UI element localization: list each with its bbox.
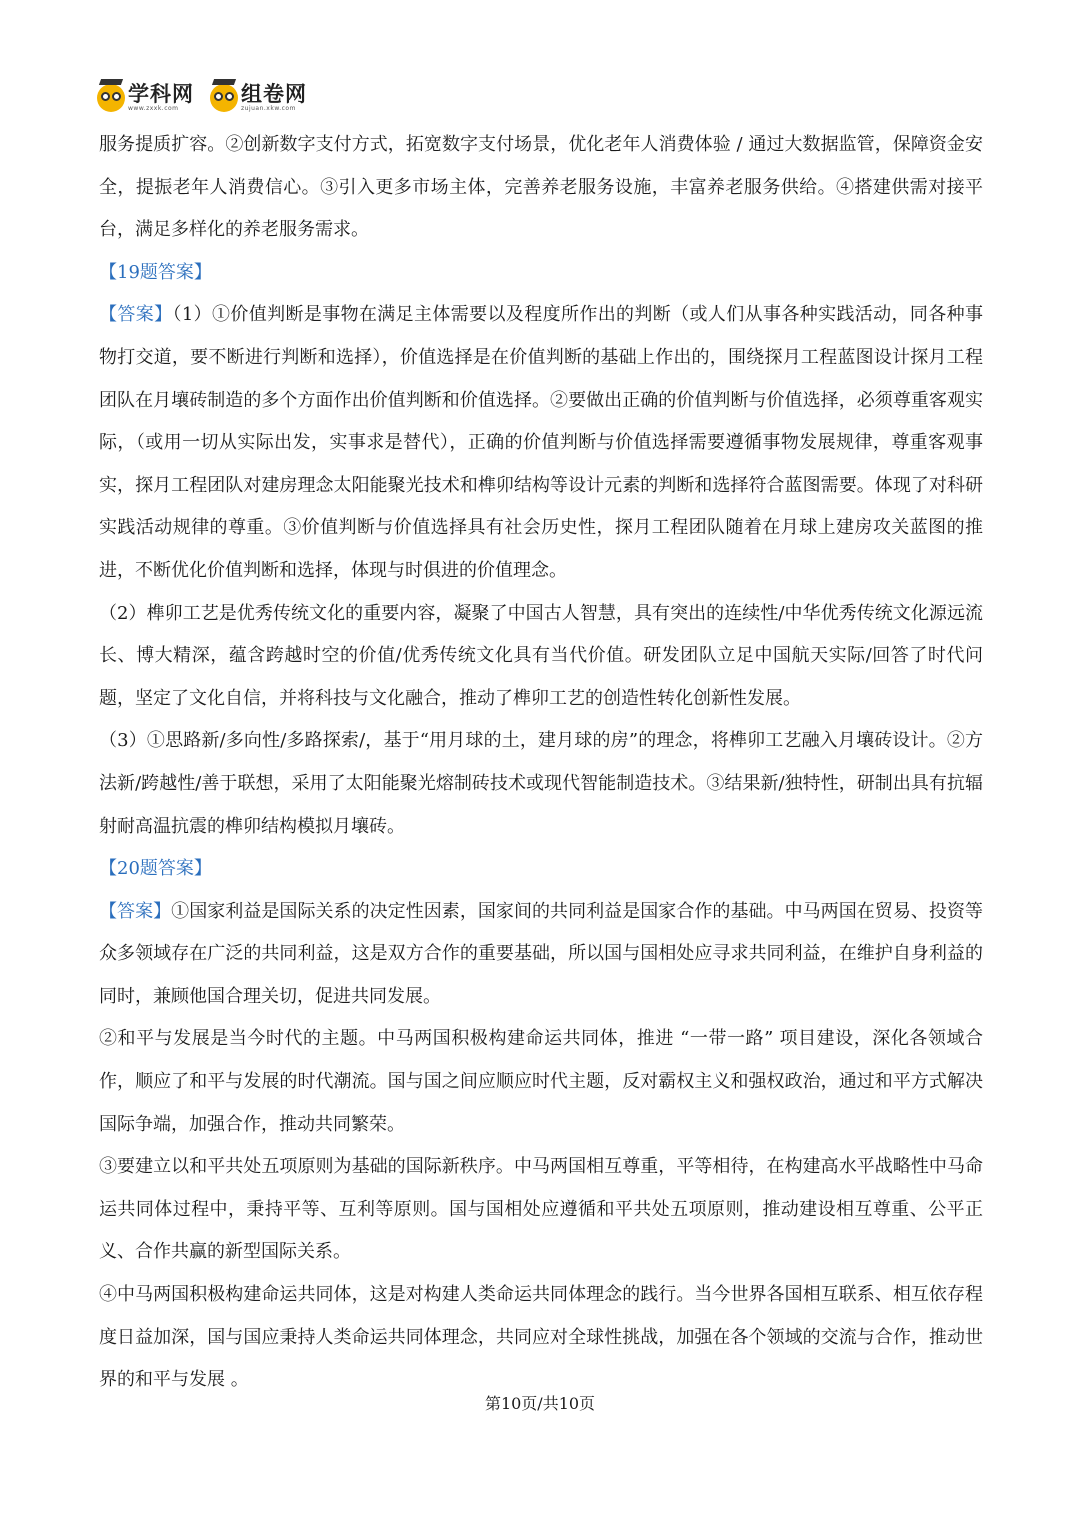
- owl-logo-icon: [97, 84, 125, 112]
- section-heading-q20: 【20题答案】: [99, 858, 212, 880]
- logo-name: 组卷网: [241, 82, 307, 106]
- answer-tag: 【答案】: [99, 304, 173, 326]
- answer-paragraph: [99, 294, 983, 592]
- page-number: 第10页/共10页: [484, 1394, 596, 1413]
- logo-xuekewang: [97, 84, 194, 112]
- owl-logo-icon: [210, 84, 238, 112]
- paragraph: （3）①思路新/多向性/多路探索/，基于“用月球的土，建月球的房”的理念，将榫卯工艺融入月壤砖设计。②方法新/跨越性/善于联想，采用了太阳能聚光熔制砖技术或现代智能制造技术。③结果新/独特性，研制出具有抗辐射耐高温抗震的榫卯结构模拟月壤砖。: [99, 730, 983, 837]
- answer-text: ①国家利益是国际关系的决定性因素，国家间的共同利益是国家合作的基础。中马两国在贸易、投资等众多领域存在广泛的共同利益，这是双方合作的重要基础，所以国与国相处应寻求共同利益，在维护自身利益的同时，兼顾他国合理关切，促进共同发展。: [99, 900, 984, 1007]
- section-heading-q19: 【19题答案】: [99, 261, 212, 283]
- paragraph: ②和平与发展是当今时代的主题。中马两国积极构建命运共同体，推进 “一带一路” 项目建设，深化各领域合作，顺应了和平与发展的时代潮流。国与国之间应顺应时代主题，反对霸权主义和强权政治，通过和平方式解决国际争端，加强合作，推动共同繁荣。: [99, 1028, 983, 1135]
- answer-text: （1）①价值判断是事物在满足主体需要以及程度所作出的判断（或人们从事各种实践活动，同各种事物打交道，要不断进行判断和选择），价值选择是在价值判断的基础上作出的，围绕探月工程蓝图设计探月工程团队在月壤砖制造的多个方面作出价值判断和价值选择。②要做出正确的价值判断与价值选择，必须尊重客观实际，（或用一切从实际出发，实事求是替代），正确的价值判断与价值选择需要遵循事物发展规律，尊重客观事实，探月工程团队对建房理念太阳能聚光技术和榫卯结构等设计元素的判断和选择符合蓝图需要。体现了对科研实践活动规律的尊重。③价值判断与价值选择具有社会历史性，探月工程团队随着在月球上建房攻关蓝图的推进，不断优化价值判断和选择，体现与时俱进的价值理念。: [99, 304, 984, 581]
- paragraph: ④中马两国积极构建命运共同体，这是对构建人类命运共同体理念的践行。当今世界各国相互联系、相互依存程度日益加深，国与国应秉持人类命运共同体理念，共同应对全球性挑战，加强在各个领域的交流与合作，推动世界的和平与发展 。: [99, 1284, 983, 1391]
- document-body: [99, 124, 983, 1402]
- logo-zujuanwang: [210, 84, 307, 112]
- paragraph: 服务提质扩容。②创新数字支付方式，拓宽数字支付场景，优化老年人消费体验 / 通过大数据监管，保障资金安全，提振老年人消费信心。③引入更多市场主体，完善养老服务设施，丰富养老服务供给。④搭建供需对接平台，满足多样化的养老服务需求。: [99, 134, 983, 241]
- header-logos: [97, 80, 323, 116]
- paragraph: （2）榫卯工艺是优秀传统文化的重要内容，凝聚了中国古人智慧，具有突出的连续性/中华优秀传统文化源远流长、博大精深，蕴含跨越时空的价值/优秀传统文化具有当代价值。研发团队立足中国航天实际/回答了时代问题，坚定了文化自信，并将科技与文化融合，推动了榫卯工艺的创造性转化创新性发展。: [99, 602, 983, 709]
- logo-url: zujuan.xkw.com: [241, 105, 296, 112]
- answer-paragraph: [99, 891, 983, 1019]
- logo-url: www.zxxk.com: [128, 105, 179, 112]
- logo-name: 学科网: [128, 82, 194, 106]
- answer-tag: 【答案】: [99, 900, 172, 922]
- paragraph: ③要建立以和平共处五项原则为基础的国际新秩序。中马两国相互尊重，平等相待，在构建高水平战略性中马命运共同体过程中，秉持平等、互利等原则。国与国相处应遵循和平共处五项原则，推动建设相互尊重、公平正义、合作共赢的新型国际关系。: [99, 1156, 983, 1263]
